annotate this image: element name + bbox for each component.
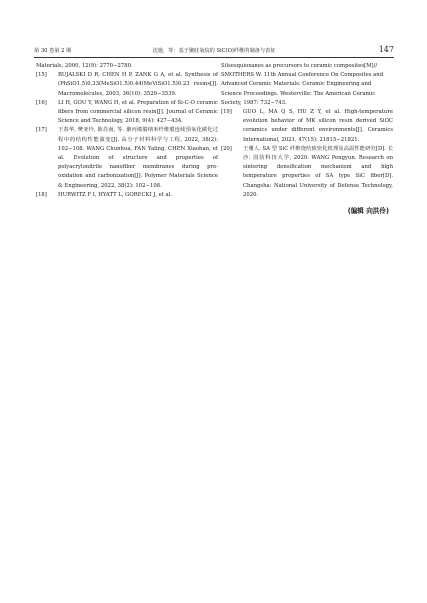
reference-item — [221, 108, 393, 145]
reference-number: [16] — [36, 99, 47, 106]
journal-issue: 第 30 卷第 2 期 — [34, 48, 72, 54]
reference-number: [19] — [221, 109, 232, 116]
reference-text: 王珊人. SA 型 SiC 纤维烧结致密化机理及高温性能研究[D]. 长沙: 国防科技大学, 2020. WANG Pengyun. Research on sintering densification mechanism and high temperature properties of SA type SiC fiber[D]. Changsha: National University of Defense Technology, 2020. — [243, 145, 393, 198]
reference-number: [17] — [36, 127, 47, 134]
reference-text: HURWITZ F I, HYATT L, GORECKI J, et al. — [58, 191, 173, 198]
reference-item — [36, 71, 218, 99]
editor-credit: (编辑 向洪伶) — [347, 207, 389, 216]
reference-item — [221, 145, 393, 200]
left-column — [36, 62, 218, 200]
running-title: 沈施，等：基于聚硅氧烷的 SiC(O)纤维的制备与表征 — [152, 48, 276, 54]
page-header — [34, 47, 394, 57]
reference-item — [36, 126, 218, 190]
reference-number: [18] — [36, 191, 47, 198]
reference-text: LI H, GOU Y, WANG H, et al. Preparation of Si-C-O ceramic fibers from commercial silicon resin[J]. Journal of Ceramic Science and Technology, 2018, 9(4): 427−434. — [58, 99, 218, 125]
page-number: 147 — [378, 45, 394, 54]
reference-text: BUJALSKI D R, CHEN H P, ZANK G A, et al. Synthesis of (PhSiO1.5)0.33(MeSiO1.5)0.44(MeViSiO1.5)0.23 resins[J]. Macromolecules, 2003, 36(10): 3529−3539. — [58, 72, 218, 97]
reference-continuation: Materials, 2000, 12(9): 2770−2780. — [36, 63, 133, 69]
header-rule — [34, 57, 394, 58]
reference-number: [15] — [36, 72, 47, 79]
reference-text: GUO L, MA Q S, HU Z Y, et al. High-temperature evolution behavior of MK silicon resin derived SiOC ceramics under different environments[J]. Ceramics International, 2021, 47(15): 21815−21821. — [243, 109, 393, 143]
reference-number: [20] — [221, 145, 232, 152]
reference-item — [36, 99, 218, 127]
reference-continuation: Silsesquioxanes as precursors to ceramic composites[M]// SMOTHERS W. 11th Annual Conference On Composites and Advanced Ceramic Materials: Ceramic Engineering and Science Proceedings. Westerville: The American Ceramic Society, 1987: 732−743. — [221, 63, 384, 106]
reference-text: 王春华, 樊亚玲, 陈肖南, 等. 聚丙烯腈纳米纤维膜连续预氧化碳化过程中的结构性能演变[J]. 高分子材料科学与工程, 2022, 38(2): 102−108. WANG Chunhua, FAN Yaling, CHEN Xiaohan, et al. Evolution of structure and properties of polyacrylonitrile nanofiber membranes during pre-oxidation and carbonization[J]. Polymer Materials Science & Engineering, 2022, 38(2): 102−108. — [58, 127, 218, 189]
right-column — [221, 62, 393, 216]
reference-item — [36, 191, 218, 200]
